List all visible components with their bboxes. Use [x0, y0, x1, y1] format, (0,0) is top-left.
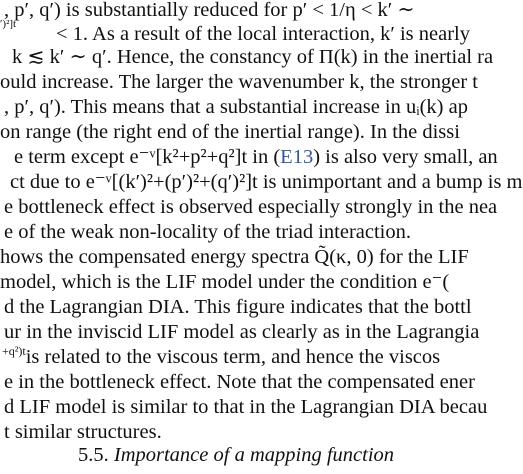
text-line-4: ould increase. The larger the wavenumber k, the stronger t — [0, 71, 478, 93]
text-line-18: t similar structures. — [4, 421, 162, 443]
text-line-13: d the Lagrangian DIA. This figure indicates that the bottl — [4, 296, 472, 318]
text-line-14: ur in the inviscid LIF model as clearly as in the Lagrangia — [4, 321, 480, 343]
text-line-10: e of the weak non-locality of the triad interaction. — [4, 221, 411, 243]
section-title: Importance of a mapping function — [113, 444, 395, 466]
text-line-6: on range (the right end of the inertial range). In the dissi — [0, 121, 460, 143]
text-line-2: < 1. As a result of the local interaction, k′ is nearly — [56, 23, 470, 45]
text-line-12: model, which is the LIF model under the condition e⁻( — [0, 271, 450, 293]
section-number: 5.5. — [78, 444, 109, 466]
equation-reference-link[interactable]: E13 — [280, 146, 314, 168]
text-line-5: , p′, q′). This means that a substantial increase in uᵢ(k) ap — [4, 96, 468, 118]
text-line-1: , p′, q′) is substantially reduced for p′ < 1/η < k′ ∼ — [4, 0, 415, 21]
text-line-16: e in the bottleneck effect. Note that the compensated ener — [4, 371, 475, 393]
text-line-9: e bottleneck effect is observed especially strongly in the nea — [4, 196, 498, 218]
text-line-17: d LIF model is similar to that in the Lagrangian DIA becau — [4, 396, 488, 418]
superscript-fragment: ′)²]t — [0, 18, 17, 30]
text-line-11: hows the compensated energy spectra Q̃(κ, 0) for the LIF — [0, 246, 469, 268]
section-heading — [78, 443, 394, 467]
text-line-3: k ≲ k′ ∼ q′. Hence, the constancy of Π(k) in the inertial ra — [12, 46, 494, 68]
text-line-8: ct due to e⁻ᵛ[(k′)²+(p′)²+(q′)²]t is unimportant and a bump is m — [10, 171, 523, 193]
superscript-fragment: +q²)t — [2, 344, 26, 359]
text-line-7: e term except e⁻ᵛ[k²+p²+q²]t in (E13) is also very small, an — [14, 146, 498, 168]
text-line-15: $^{+q^2)t}$is related to the viscous term, and hence the viscos — [2, 344, 441, 368]
